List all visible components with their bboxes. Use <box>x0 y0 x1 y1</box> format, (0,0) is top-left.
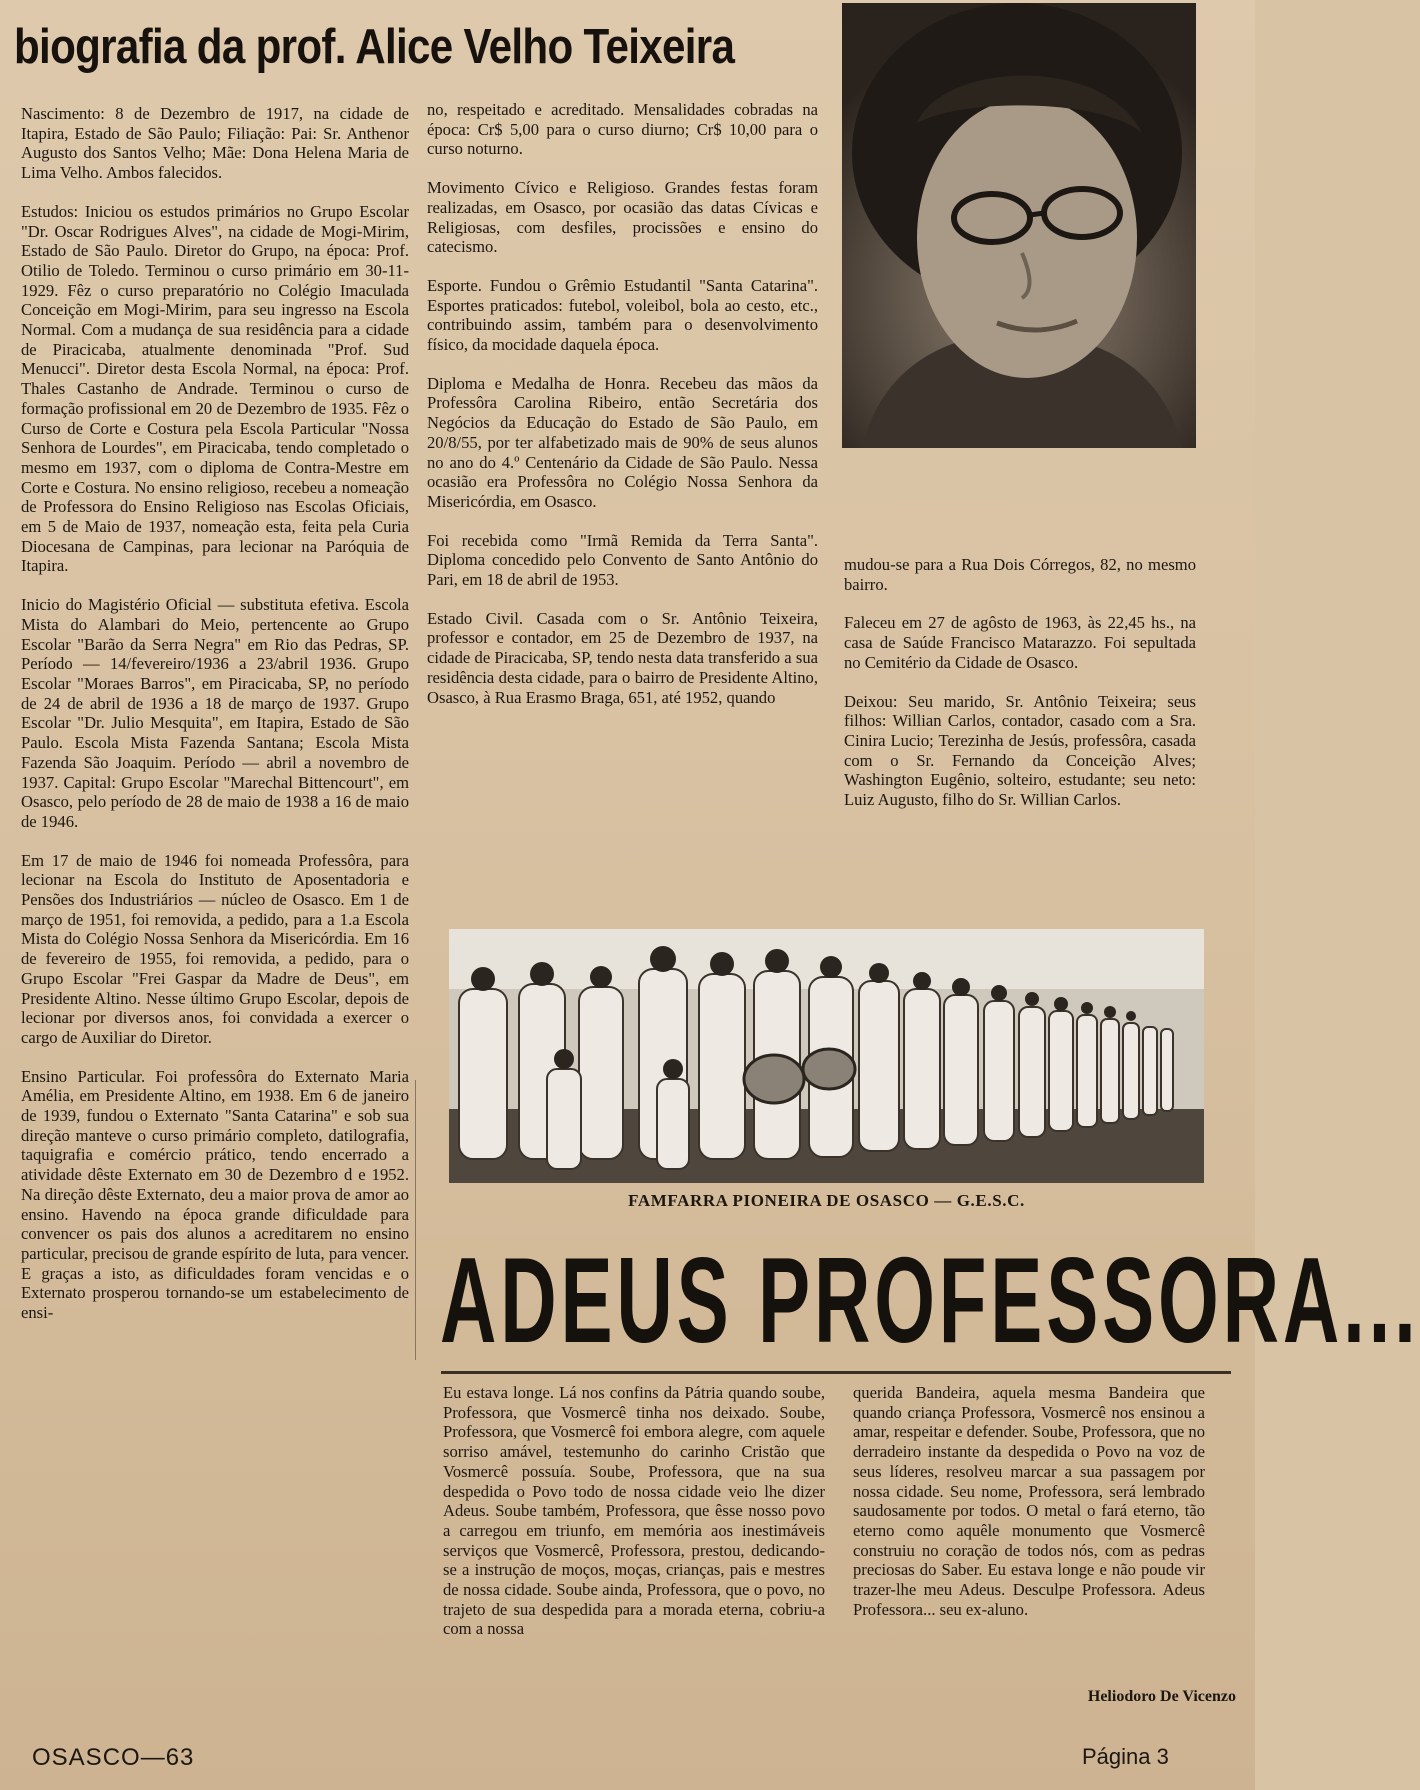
paragraph-teaching-start: Inicio do Magistério Oficial — substituta efetiva. Escola Mista do Alambari do Meio, pertencente ao Grupo Escolar "Barão da Serra Negra" em Rio das Pedras, SP. Período — 14/fevereiro/1936 a 23/abril 1936. Grupo Escolar "Moraes Barros", em Piracicaba, SP, no período de 24 de abril de 1936 a 18 de março de 1937. Grupo Escolar "Dr. Julio Mesquita", em Itapira, Estado de São Paulo. Escola Mista Fazenda Santana; Escola Mista Fazenda São Joaquim. Período — abril a novembro de 1937. Capital: Grupo Escolar "Marechal Bittencourt", em Osasco, pelo período de 28 de maio de 1938 a 16 de maio de 1946. <box>21 595 409 831</box>
paragraph-private-teaching: Ensino Particular. Foi professôra do Externato Maria Amélia, em Presidente Altino, em 1938. Em 6 de janeiro de 1939, fundou o Externato "Santa Catarina" e sob sua direção manteve o curso primário completo, datilografia, taquigrafia e comércio prático, tendo encerrado a atividade dêste Externato em 30 de Dezembro d e 1952. Na direção dêste Externato, deu a maior prova de amor ao ensino. Havendo na época grande dificuldade para convencer os pais dos alunos a acreditarem no ensino particular, precisou de grande espírito de luta, para vencer. E graças a isto, as dificuldades foram vencidas e o Externato prosperou tornando-se um estabelecimento de ensi- <box>21 1066 409 1323</box>
biography-column-1 <box>21 104 409 1323</box>
paragraph-death: Faleceu em 27 de agôsto de 1963, às 22,45 hs., na casa de Saúde Francisco Matarazzo. Foi sepultada no Cemitério da Cidade de Osasco. <box>844 613 1196 672</box>
paragraph-appointments: Em 17 de maio de 1946 foi nomeada Professôra, para lecionar na Escola do Instituto de Aposentadoria e Pensões dos Industriários — núcleo de Osasco. Em 1 de março de 1951, foi removida, a pedido, para a 1.a Escola Mista do Colégio Nossa Senhora da Misericórdia. Em 16 de fevereiro de 1955, foi removida, a pedido, para o Grupo Escolar "Frei Gaspar da Madre de Deus", em Presidente Altino. Nesse último Grupo Escolar, depois de lecionar por diversos anos, foi convidada a exercer o cargo de Auxiliar do Diretor. <box>21 850 409 1047</box>
column-rule <box>415 1080 416 1360</box>
paragraph-fees: no, respeitado e acreditado. Mensalidades cobradas na época: Cr$ 5,00 para o curso diurno; Cr$ 10,00 para o curso noturno. <box>427 100 818 159</box>
paragraph-diploma: Diploma e Medalha de Honra. Recebeu das mãos da Professôra Carolina Ribeiro, então Secretária dos Negócios da Educação do Estado de São Paulo, em 20/8/55, por ter alfabetizado mais de 90% de seus alunos no ano do 4.º Centenário da Cidade de São Paulo. Nessa ocasião era Professôra no Colégio Nossa Senhora da Misericórdia, em Osasco. <box>427 373 818 511</box>
tribute-text-1: Eu estava longe. Lá nos confins da Pátria quando soube, Professora, que Vosmercê tinha nos deixado. Soube, Professora, que Vosmercê foi embora alegre, com aquele sorriso amável, testemunho do carinho Cristão que Vosmercê possuía. Soube, Professora, que na sua despedida o Povo todo de nossa cidade veio lhe dizer Adeus. Soube também, Professora, que êsse nosso povo a carregou em triunfo, em memória aos inestimáveis serviços que Vosmercê, Professora, prestou, dedicando-se a instrução de moços, moças, crianças, pais e mestres de nossa cidade. Soube ainda, Professora, que o povo, no trajeto de sua despedida para a morada eterna, cobriu-a com a nossa <box>443 1383 825 1639</box>
paragraph-birth: Nascimento: 8 de Dezembro de 1917, na cidade de Itapira, Estado de São Paulo; Filiação: Pai: Sr. Anthenor Augusto dos Santos Velho; Mãe: Dona Helena Maria de Lima Velho. Ambos falecidos. <box>21 104 409 183</box>
portrait-illustration <box>842 3 1196 448</box>
footer-page-number: Página 3 <box>1082 1744 1169 1769</box>
biography-column-3 <box>844 555 1196 810</box>
paragraph-civic-religious: Movimento Cívico e Religioso. Grandes festas foram realizadas, em Osasco, por ocasião das datas Cívicas e Religiosas, com desfiles, procissões e ensino do catecismo. <box>427 178 818 257</box>
footer-publication: OSASCO—63 <box>32 1744 195 1771</box>
parade-illustration <box>449 929 1204 1183</box>
paragraph-civil-status: Estado Civil. Casada com o Sr. Antônio Teixeira, professor e contador, em 25 de Dezembro de 1937, na cidade de Piracicaba, SP, tendo nesta data transferido a sua residência desta cidade, para o bairro de Presidente Altino, Osasco, à Rua Erasmo Braga, 651, até 1952, quando <box>427 608 818 707</box>
tribute-title: ADEUS PROFESSORA... <box>440 1232 1420 1368</box>
parade-photo <box>449 929 1204 1183</box>
paragraph-sport: Esporte. Fundou o Grêmio Estudantil "Santa Catarina". Esportes praticados: futebol, voleibol, bola ao cesto, etc., contribuindo assim, também para o desenvolvimento físico, da mocidade daquela época. <box>427 275 818 355</box>
biography-column-2 <box>427 100 818 707</box>
page-title: biografia da prof. Alice Velho Teixeira <box>14 20 735 74</box>
author-signature: Heliodoro De Vicenzo <box>1087 1688 1236 1705</box>
tribute-column-1 <box>443 1383 825 1639</box>
portrait-photo <box>842 3 1196 448</box>
paragraph-holy-land: Foi recebida como "Irmã Remida da Terra Santa". Diploma concedido pelo Convento de Santo Antônio do Pari, em 18 de abril de 1953. <box>427 530 818 590</box>
tribute-column-2 <box>853 1383 1205 1619</box>
paragraph-studies: Estudos: Iniciou os estudos primários no Grupo Escolar "Dr. Oscar Rodrigues Alves", na cidade de Mogi-Mirim, Estado de São Paulo. Diretor do Grupo, na época: Prof. Otilio de Toledo. Terminou o curso primário em 30-11-1929. Fêz o curso preparatório no Colégio Imaculada Conceição em Mogi-Mirim, para seu ingresso na Escola Normal. Com a mudança de sua residência para a cidade de Piracicaba, atualmente denominada "Prof. Sud Menucci". Diretor desta Escola Normal, na época: Prof. Thales Castanho de Andrade. Terminou o curso de formação profissional em 20 de Dezembro de 1935. Fêz o Curso de Corte e Costura pela Escola Particular "Nossa Senhora de Lourdes", em Piracicaba, tendo completado o mesmo em 1937, com o diploma de Contra-Mestre em Corte e Costura. No ensino religioso, recebeu a nomeação de Professora do Ensino Religioso nas Escolas Oficiais, em 5 de Maio de 1937, nomeação esta, feita pela Curia Diocesana de Campinas, para lecionar na Paróquia de Itapira. <box>21 201 409 576</box>
tribute-text-2: querida Bandeira, aquela mesma Bandeira que quando criança Professora, Vosmercê nos ensinou a amar, respeitar e defender. Soube, Professora, que no derradeiro instante da despedida o Povo na voz de seus líderes, resolveu marcar a sua passagem por nossa cidade. Seu nome, Professora, será lembrado saudosamente por todos. O metal o fará eterno, tão eterno como aquêle monumento que Vosmercê construiu no coração de todos nós, com as pedras preciosas do Saber. Eu estava longe e não poude vir trazer-lhe meu Adeus. Desculpe Professora. Adeus Professora... seu ex-aluno. <box>853 1383 1205 1619</box>
paragraph-move: mudou-se para a Rua Dois Córregos, 82, no mesmo bairro. <box>844 555 1196 594</box>
paragraph-family: Deixou: Seu marido, Sr. Antônio Teixeira; seus filhos: Willian Carlos, contador, casado com a Sra. Cinira Lucio; Terezinha de Jesús, professôra, casada com o Sr. Fernando da Conceição Alves; Washington Eugênio, solteiro, estudante; seu neto: Luiz Augusto, filho do Sr. Willian Carlos. <box>844 691 1196 810</box>
photo-caption: FAMFARRA PIONEIRA DE OSASCO — G.E.S.C. <box>628 1191 1025 1210</box>
title-underline <box>441 1371 1231 1374</box>
